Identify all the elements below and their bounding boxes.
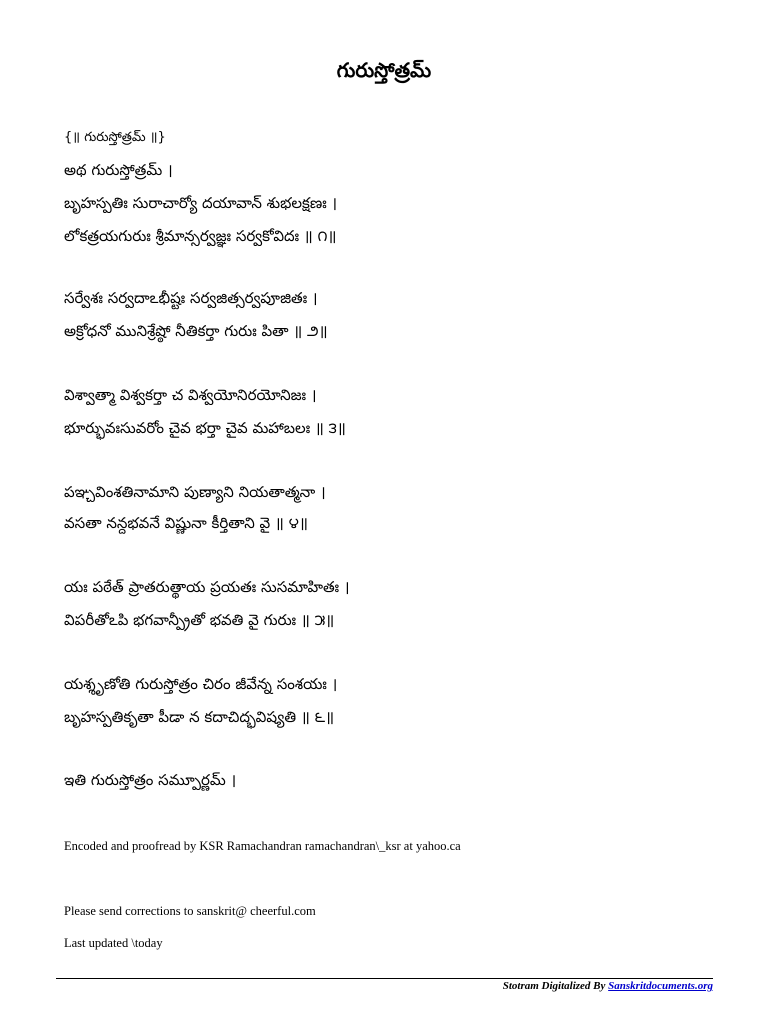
verse-5-line-2: విపరీతోఽపి భగవాన్ప్రీతో భవతి వై గురుః ॥ ౫॥ (64, 611, 335, 629)
verse-3-line-2: భూర్భువఃసువరోం చైవ భర్తా చైవ మహాబలః ॥ ౩॥ (64, 419, 346, 437)
verse-1-line-2: లోకత్రయగురుః శ్రీమాన్సర్వజ్ఞః సర్వకోవిదః ॥ ౧॥ (64, 227, 337, 245)
last-updated-note: Last updated \today (64, 936, 163, 950)
verse-6-line-1: యశ్శృణోతి గురుస్తోత్రం చిరం జీవేన్న సంశయః । (64, 675, 338, 693)
verse-2-line-1: సర్వేశః సర్వదాఽభీష్టః సర్వజిత్సర్వపూజితః । (64, 289, 318, 307)
corrections-note: Please send corrections to sanskrit@ cheerful.com (64, 904, 316, 918)
verse-5-line-1: యః పఠేత్ ప్రాతరుత్థాయ ప్రయతః సుసమాహితః । (64, 578, 350, 596)
verse-4-line-2: వసతా నన్దభవనే విష్ణునా కీర్తితాని వై ॥ ౪॥ (64, 514, 308, 532)
verse-3-line-1: విశ్వాత్మా విశ్వకర్తా చ విశ్వయోనిరయోనిజః । (64, 386, 317, 404)
sanskritdocuments-link[interactable]: Sanskritdocuments.org (608, 980, 713, 992)
footer-credit (503, 980, 713, 992)
footer-divider (56, 978, 713, 979)
verse-2-line-2: అక్రోధనో మునిశ్రేష్ఠో నీతికర్తా గురుః పితా ॥ ౨॥ (64, 322, 328, 340)
title-marker-line: {॥ గురుస్తోత్రమ్ ॥} (64, 130, 166, 145)
encoded-by-note: Encoded and proofread by KSR Ramachandran ramachandran\_ksr at yahoo.ca (64, 839, 461, 853)
verse-6-line-2: బృహస్పతికృతా పీడా న కదాచిద్భవిష్యతి ॥ ౬॥ (64, 708, 335, 726)
completion-line: ఇతి గురుస్తోత్రం సమ్పూర్ణమ్ । (64, 771, 237, 789)
footer-credit-label: Stotram Digitalized By (502, 980, 609, 992)
verse-4-line-1: పఞ్చవింశతినామాని పుణ్యాని నియతాత్మనా । (64, 483, 326, 501)
verse-intro-line: అథ గురుస్తోత్రమ్ । (64, 161, 173, 179)
verse-1-line-1: బృహస్పతిః సురాచార్యో దయావాన్ శుభలక్షణః । (64, 194, 338, 212)
document-title: గురుస్తోత్రమ్ (336, 58, 432, 82)
